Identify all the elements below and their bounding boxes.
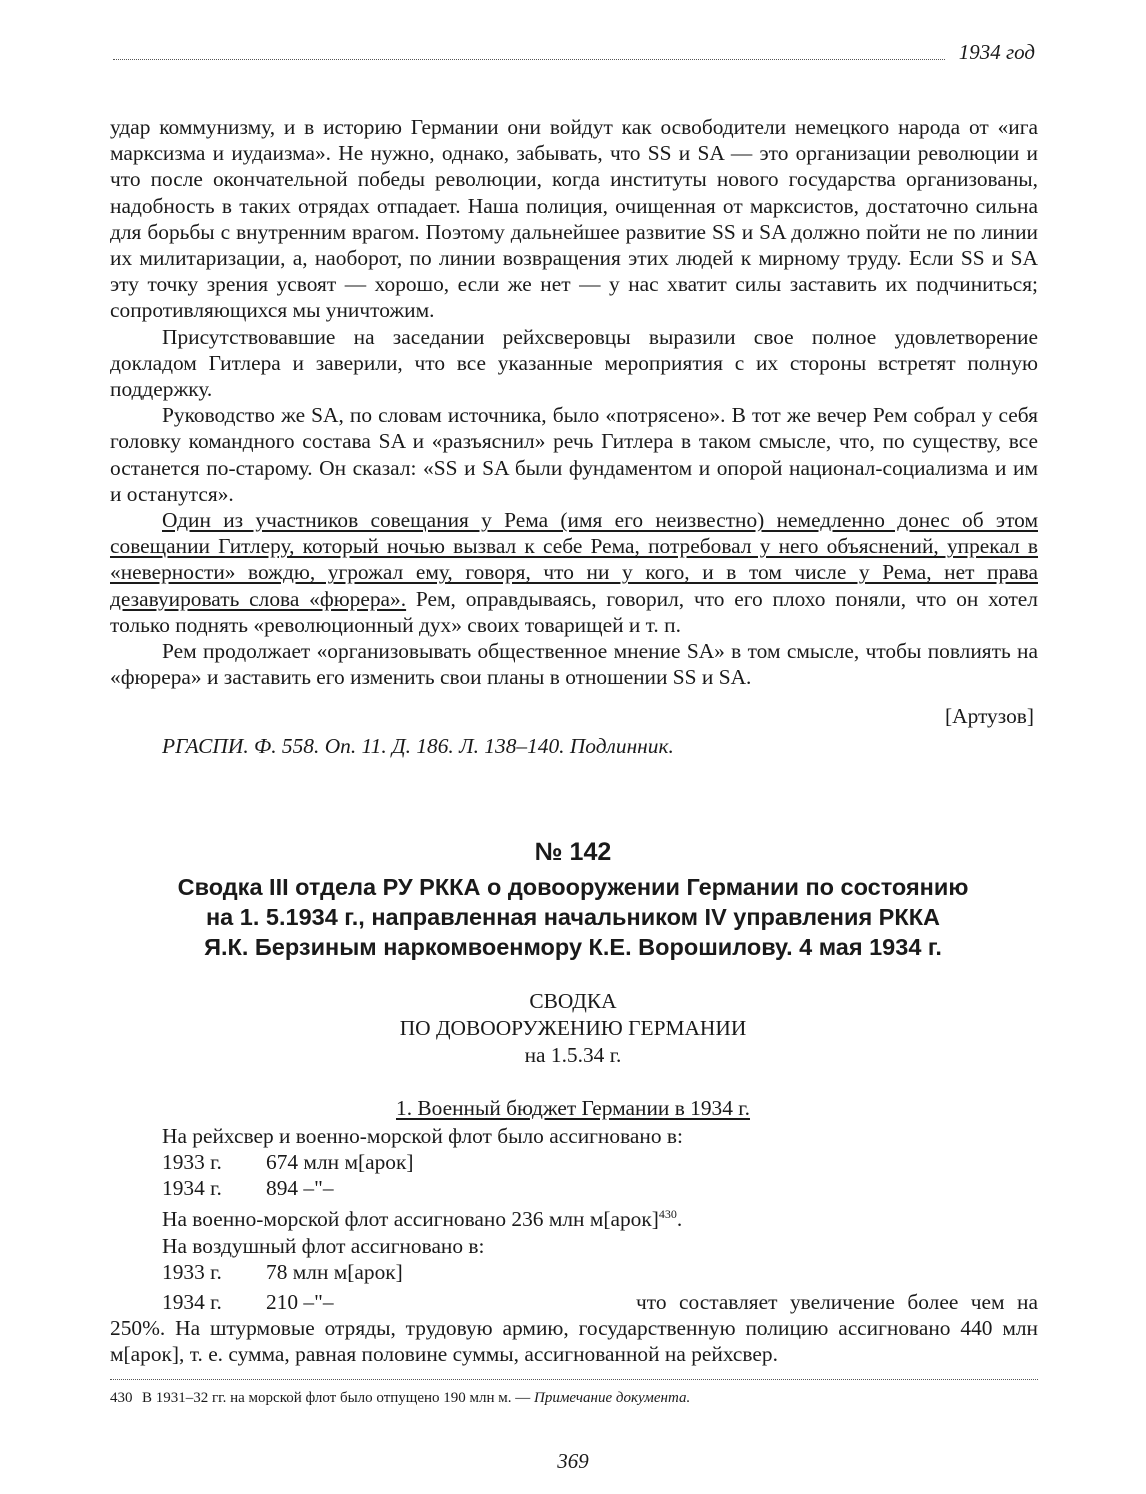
budget-intro: На рейхсвер и военно-морской флот было ассигновано в:: [162, 1124, 683, 1148]
section-heading: 1. Военный бюджет Германии в 1934 г.: [396, 1096, 750, 1120]
summary-heading: СВОДКА: [529, 989, 617, 1013]
footnote: 430 В 1931–32 гг. на морской флот было отпущено 190 млн м. — Примечание документа.: [110, 1390, 691, 1406]
document-number: № 142: [534, 838, 612, 866]
summary-date: на 1.5.34 г.: [524, 1043, 622, 1067]
budget-row: 1934 г. 894 –"–: [162, 1176, 334, 1200]
title-line: Сводка III отдела РУ РККА о довооружении Германии по состоянию: [177, 874, 969, 900]
footnote-reference: 430: [658, 1207, 677, 1221]
paragraph-3: Руководство же SA, по словам источника, было «потрясено». В тот же вечер Рем собрал у себя головку командного состава SA и «разъяснил» речь Гитлера в таком смысле, что, по существу, все останется по-старому. Он сказал: «SS и SA были фундаментом и опорой национал-социализма и им и останутся».: [110, 403, 1038, 506]
paragraph-5: Рем продолжает «организовывать общественное мнение SA» в том смысле, чтобы повлиять на «фюрера» и заставить его изменить свои планы в отношении SS и SA.: [110, 639, 1038, 690]
summary-subheading: ПО ДОВООРУЖЕНИЮ ГЕРМАНИИ: [399, 1016, 747, 1040]
underlined-passage: Один из участников совещания у Рема (имя его неизвестно) немедленно донес об этом совещании Гитлеру, который ночью вызвал к себе Рема, потребовал у него объяснений, упрекал в «неверности» вождю, угрожал ему, говоря, что ни у кого, и в том числе у Рема, нет права дезавуировать слова «фюрера».: [110, 508, 1038, 611]
header-rule: [113, 59, 945, 60]
title-line: на 1. 5.1934 г., направленная начальником IV управления РККА: [205, 904, 941, 930]
paragraph-4: [110, 507, 1038, 638]
running-header: [113, 40, 1035, 64]
document-title: [120, 872, 1026, 962]
air-row-continuation: 1934 г. 210 –"– что составляет увеличение более чем на 250%. На штурмовые отряды, трудовую армию, государственную полицию ассигновано 440 млн м[арок], т. е. сумма, равная половине суммы, ассигнованной на рейхсвер.: [110, 1290, 1038, 1367]
paragraph-2: Присутствовавшие на заседании рейхсверовцы выразили свое полное удовлетворение докладом Гитлера и заверили, что все указанные мероприятия с их стороны встретят полную поддержку.: [110, 324, 1038, 402]
paragraph-1: удар коммунизму, и в историю Германии они войдут как освободители немецкого народа от «ига марксизма и иудаизма». Не нужно, однако, забывать, что SS и SA — это организации революции и что после окончательной победы революции, когда институты нового государства организованы, надобность в таких отрядах отпадает. Наша полиция, очищенная от марксистов, достаточно сильна для борьбы с внутренним врагом. Поэтому дальнейшее развитие SS и SA должно пойти не по линии их милитаризации, а, наоборот, по линии возвращения этих людей к мирному труду. Если SS и SA эту точку зрения усвоят — хорошо, если же нет — у нас хватит силы заставить их подчиниться; сопротивляющихся мы уничтожим.: [110, 115, 1038, 323]
air-row: 1933 г. 78 млн м[арок]: [162, 1260, 403, 1284]
running-title: 1934 год: [958, 40, 1035, 64]
body-text: [110, 114, 1038, 690]
archive-reference: РГАСПИ. Ф. 558. Оп. 11. Д. 186. Л. 138–140. Подлинник.: [162, 734, 674, 758]
page-number: 369: [557, 1449, 589, 1473]
navy-line: На военно-морской флот ассигновано 236 млн м[арок]$^{430}$.: [162, 1207, 683, 1232]
budget-row: 1933 г. 674 млн м[арок]: [162, 1150, 414, 1174]
title-line: Я.К. Берзиным наркомвоенмору К.Е. Ворошилову. 4 мая 1934 г.: [204, 934, 942, 960]
air-line: На воздушный флот ассигновано в:: [162, 1234, 485, 1258]
paragraph-4-rest: Рем, оправдываясь, говорил, что его плохо поняли, что он хотел только поднять «революционный дух» своих товарищей и т. п.: [110, 586, 1038, 637]
signature: [Артузов]: [945, 704, 1034, 728]
footnote-rule: [110, 1379, 1038, 1380]
